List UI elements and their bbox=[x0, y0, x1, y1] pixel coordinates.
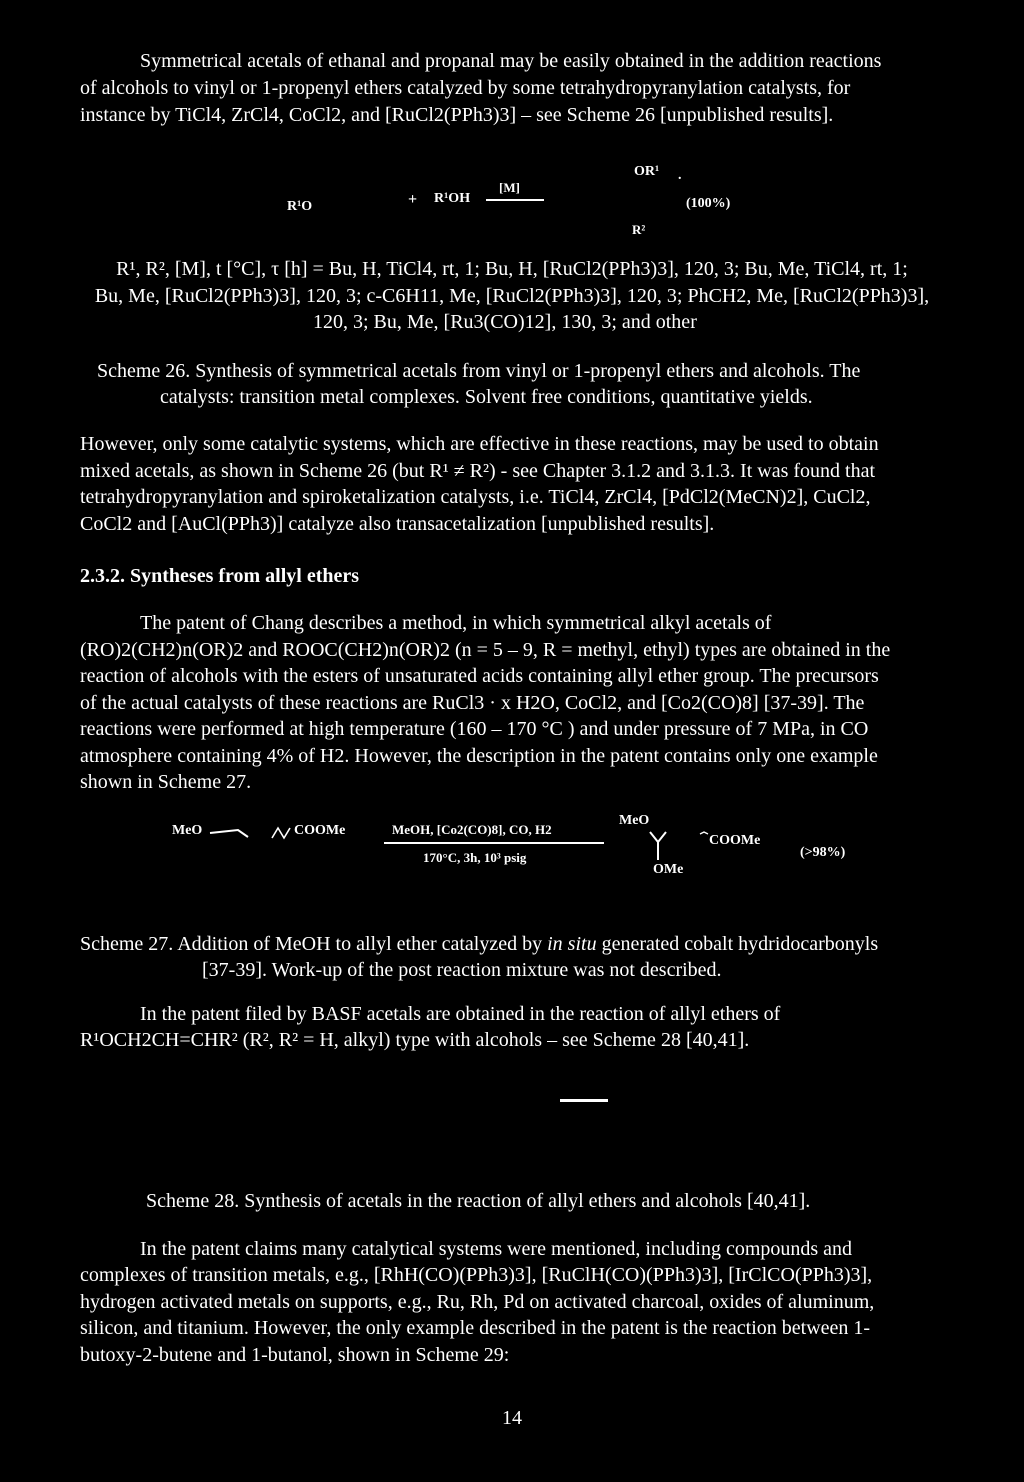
scheme27-reagents-below: 170°C, 3h, 10³ psig bbox=[423, 850, 527, 865]
scheme27-product-ome: OMe bbox=[653, 862, 684, 877]
scheme27-product-bonds bbox=[646, 828, 716, 864]
scheme26-catalyst-label: [M] bbox=[499, 180, 520, 195]
basf-paragraph-line-1: In the patent filed by BASF acetals are obtained in the reaction of allyl ethers of bbox=[140, 1003, 781, 1025]
claims-paragraph-line-3: hydrogen activated metals on supports, e.g., Ru, Rh, Pd on activated charcoal, oxides of aluminum, bbox=[80, 1291, 875, 1313]
basf-paragraph-line-2: R¹OCH2CH=CHR² (R², R² = H, alkyl) type with alcohols – see Scheme 28 [40,41]. bbox=[80, 1029, 750, 1051]
chang-paragraph-line-3: reaction of alcohols with the esters of unsaturated acids containing allyl ether group. The precursors bbox=[80, 665, 879, 687]
intro-line-1: Symmetrical acetals of ethanal and propanal may be easily obtained in the addition reactions bbox=[140, 50, 882, 72]
intro-line-3: instance by TiCl4, ZrCl4, CoCl2, and [RuCl2(PPh3)3] – see Scheme 26 [unpublished results]. bbox=[80, 104, 834, 126]
mixed-acetals-line-3: tetrahydropyranylation and spiroketalization catalysts, i.e. TiCl4, ZrCl4, [PdCl2(MeCN)2], CuCl2, bbox=[80, 486, 871, 508]
mixed-acetals-line-1: However, only some catalytic systems, which are effective in these reactions, may be used to obtain bbox=[80, 433, 879, 455]
scheme26-reactant-alcohol: R¹OH bbox=[434, 191, 471, 206]
scheme26-conditions-line-3: 120, 3; Bu, Me, [Ru3(CO)12], 130, 3; and other bbox=[313, 311, 697, 333]
scheme27-product-meo: MeO bbox=[619, 813, 650, 828]
scheme27-product-coome: COOMe bbox=[709, 833, 761, 848]
chang-paragraph-line-7: shown in Scheme 27. bbox=[80, 771, 252, 793]
scheme26-reactant-vinyl-ether: R¹O bbox=[287, 199, 313, 214]
scheme27-alkyl-chain-bond bbox=[270, 825, 292, 841]
scheme26-bond-dot: . bbox=[678, 168, 682, 183]
scheme27-caption-line-1: Scheme 27. Addition of MeOH to allyl ether catalyzed by in situ generated cobalt hydridocarbonyls bbox=[80, 933, 879, 955]
scheme27-allyl-chain-bond bbox=[208, 826, 254, 840]
mixed-acetals-line-4: CoCl2 and [AuCl(PPh3)] catalyze also transacetalization [unpublished results]. bbox=[80, 513, 715, 535]
scheme26-yield: (100%) bbox=[686, 196, 731, 211]
chang-paragraph-line-6: atmosphere containing 4% of H2. However, the description in the patent contains only one example bbox=[80, 745, 878, 767]
scheme26-product-or1: OR¹ bbox=[634, 164, 660, 179]
scheme28-reaction-arrow bbox=[560, 1099, 608, 1102]
scheme26-caption-line-1: Scheme 26. Synthesis of symmetrical acetals from vinyl or 1-propenyl ethers and alcohols. The bbox=[97, 360, 861, 382]
page-number: 14 bbox=[502, 1407, 522, 1429]
chang-paragraph-line-1: The patent of Chang describes a method, in which symmetrical alkyl acetals of bbox=[140, 612, 772, 634]
claims-paragraph-line-2: complexes of transition metals, e.g., [RhH(CO)(PPh3)3], [RuClH(CO)(PPh3)3], [IrClCO(PPh3)3], bbox=[80, 1264, 873, 1286]
claims-paragraph-line-1: In the patent claims many catalytical systems were mentioned, including compounds and bbox=[140, 1238, 853, 1260]
chang-paragraph-line-5: reactions were performed at high temperature (160 – 170 °C ) and under pressure of 7 MPa, in CO bbox=[80, 718, 869, 740]
scheme26-caption-line-2: catalysts: transition metal complexes. Solvent free conditions, quantitative yields. bbox=[160, 386, 813, 408]
scheme27-reagents-above: MeOH, [Co2(CO)8], CO, H2 bbox=[392, 822, 552, 837]
intro-line-2: of alcohols to vinyl or 1-propenyl ethers catalyzed by some tetrahydropyranylation catalysts, for bbox=[80, 77, 851, 99]
scheme27-reaction-arrow bbox=[384, 842, 604, 844]
scheme26-conditions-line-2: Bu, Me, [RuCl2(PPh3)3], 120, 3; c-C6H11, Me, [RuCl2(PPh3)3], 120, 3; PhCH2, Me, [RuCl2(PPh3)3], bbox=[94, 285, 930, 307]
claims-paragraph-line-5: butoxy-2-butene and 1-butanol, shown in Scheme 29: bbox=[80, 1344, 510, 1366]
section-heading: 2.3.2. Syntheses from allyl ethers bbox=[80, 565, 360, 587]
scheme27-yield: (>98%) bbox=[800, 845, 846, 860]
scheme26-conditions-line-1: R¹, R², [M], t [°C], τ [h] = Bu, H, TiCl4, rt, 1; Bu, H, [RuCl2(PPh3)3], 120, 3; Bu, Me, TiCl4, rt, 1; bbox=[116, 258, 908, 280]
scheme27-caption-line-2: [37-39]. Work-up of the post reaction mixture was not described. bbox=[202, 959, 722, 981]
scheme26-reaction-arrow bbox=[486, 199, 544, 201]
scheme27-reactant-coome: COOMe bbox=[294, 823, 346, 838]
chang-paragraph-line-4: of the actual catalysts of these reactions are RuCl3 · x H2O, CoCl2, and [Co2(CO)8] [37-39]. The bbox=[80, 692, 865, 714]
scheme26-product-r2: R² bbox=[632, 222, 646, 237]
mixed-acetals-line-2: mixed acetals, as shown in Scheme 26 (but R¹ ≠ R²) - see Chapter 3.1.2 and 3.1.3. It was found that bbox=[80, 460, 876, 482]
scheme27-reactant-meo: MeO bbox=[172, 823, 203, 838]
claims-paragraph-line-4: silicon, and titanium. However, the only example described in the patent is the reaction between 1- bbox=[80, 1317, 871, 1339]
scheme26-plus-sign: + bbox=[408, 191, 418, 208]
scheme28-caption: Scheme 28. Synthesis of acetals in the reaction of allyl ethers and alcohols [40,41]. bbox=[146, 1190, 811, 1212]
chang-paragraph-line-2: (RO)2(CH2)n(OR)2 and ROOC(CH2)n(OR)2 (n = 5 – 9, R = methyl, ethyl) types are obtained in the bbox=[80, 639, 891, 661]
